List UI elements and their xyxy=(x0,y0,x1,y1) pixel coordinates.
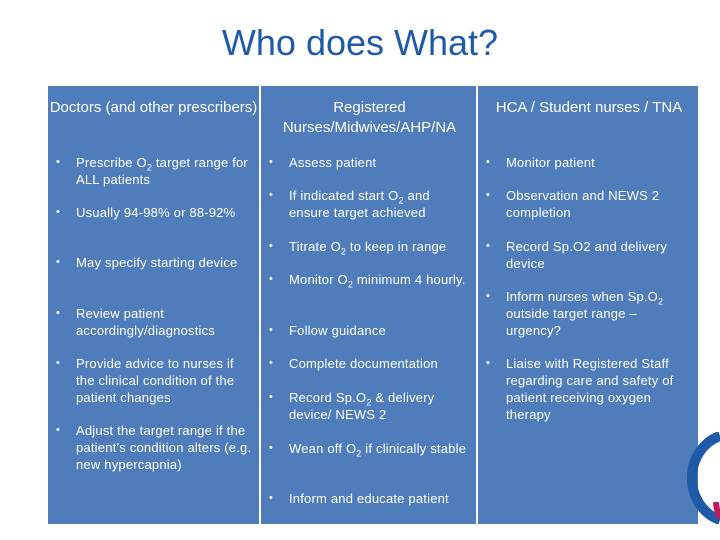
item-text: Titrate $O_2$ to keep in range xyxy=(289,239,447,257)
item-text: Monitor $O_2$ minimum 4 hourly. xyxy=(289,272,466,290)
bullet-icon: • xyxy=(56,307,61,319)
item-text: Usually 94-98% or 88-92% xyxy=(76,205,236,220)
list-item xyxy=(56,305,252,339)
list-item xyxy=(269,322,469,339)
item-text: May specify starting device xyxy=(76,255,238,270)
bullet-icon: • xyxy=(269,492,274,504)
list-item xyxy=(486,355,691,423)
bullet-icon: • xyxy=(269,324,274,336)
item-text: Record Sp.O2 and delivery device xyxy=(506,239,668,271)
bullet-icon: • xyxy=(269,273,274,285)
list-item xyxy=(269,187,469,221)
column-header-nurses: Registered Nurses/Midwives/AHP/NA xyxy=(282,99,457,136)
bullet-icon: • xyxy=(56,256,61,268)
bullet-icon: • xyxy=(269,442,274,454)
list-item xyxy=(56,204,252,221)
bullet-icon: • xyxy=(269,357,274,369)
list-item xyxy=(486,154,691,171)
list-item xyxy=(269,355,469,372)
bullet-icon: • xyxy=(486,156,491,168)
item-text: Adjust the target range if the patient’s condition alters (e.g. new hypercapnia) xyxy=(76,423,252,472)
list-item xyxy=(56,422,252,473)
list-item xyxy=(486,288,691,339)
item-text: Prescribe $O_2$ target range for ALL patients xyxy=(76,155,248,187)
list-item xyxy=(269,490,469,507)
bullet-icon: • xyxy=(269,156,274,168)
list-item xyxy=(486,187,691,221)
column-hca xyxy=(476,86,700,524)
item-text: Observation and NEWS 2 completion xyxy=(506,188,660,220)
bullet-icon: • xyxy=(56,156,61,168)
item-text: Liaise with Registered Staff regarding care and safety of patient receiving oxygen therapy xyxy=(506,356,674,422)
list-item xyxy=(486,238,691,272)
item-text: Inform and educate patient xyxy=(289,491,449,506)
item-text: Provide advice to nurses if the clinical condition of the patient changes xyxy=(76,356,235,405)
column-doctors xyxy=(48,86,259,524)
bullet-icon: • xyxy=(269,240,274,252)
bullet-icon: • xyxy=(486,290,491,302)
list-item xyxy=(56,355,252,406)
bullet-icon: • xyxy=(56,206,61,218)
list-item xyxy=(269,440,469,457)
column-nurses xyxy=(259,86,478,524)
bullet-icon: • xyxy=(486,189,491,201)
list-item xyxy=(56,154,252,188)
item-text: Review patient accordingly/diagnostics xyxy=(76,306,216,338)
list-item xyxy=(56,254,252,271)
item-text: Record $Sp.O_2$ & delivery device/ NEWS 2 xyxy=(289,390,435,422)
bullet-icon: • xyxy=(486,240,491,252)
item-text: Follow guidance xyxy=(289,323,386,338)
bullet-icon: • xyxy=(269,391,274,403)
list-item xyxy=(269,238,469,255)
item-text: Inform nurses when $Sp.O_2$ outside target range – urgency? xyxy=(506,289,664,338)
column-header-hca: HCA / Student nurses / TNA xyxy=(495,99,683,116)
column-header-doctors: Doctors (and other prescribers) xyxy=(49,99,258,116)
item-text: Complete documentation xyxy=(289,356,438,371)
bullet-icon: • xyxy=(56,424,61,436)
item-text: Wean off $O_2$ if clinically stable xyxy=(289,441,467,459)
logo-arc-icon xyxy=(686,432,720,524)
list-item xyxy=(269,271,469,288)
item-text: If indicated start $O_2$ and ensure target achieved xyxy=(289,188,430,220)
item-text: Assess patient xyxy=(289,155,377,170)
bullet-icon: • xyxy=(486,357,491,369)
bullet-icon: • xyxy=(269,189,274,201)
page-title: Who does What? xyxy=(221,22,499,63)
roles-table xyxy=(48,86,698,524)
bullet-icon: • xyxy=(56,357,61,369)
list-item xyxy=(269,154,469,171)
item-text: Monitor patient xyxy=(506,155,595,170)
list-item xyxy=(269,389,469,423)
